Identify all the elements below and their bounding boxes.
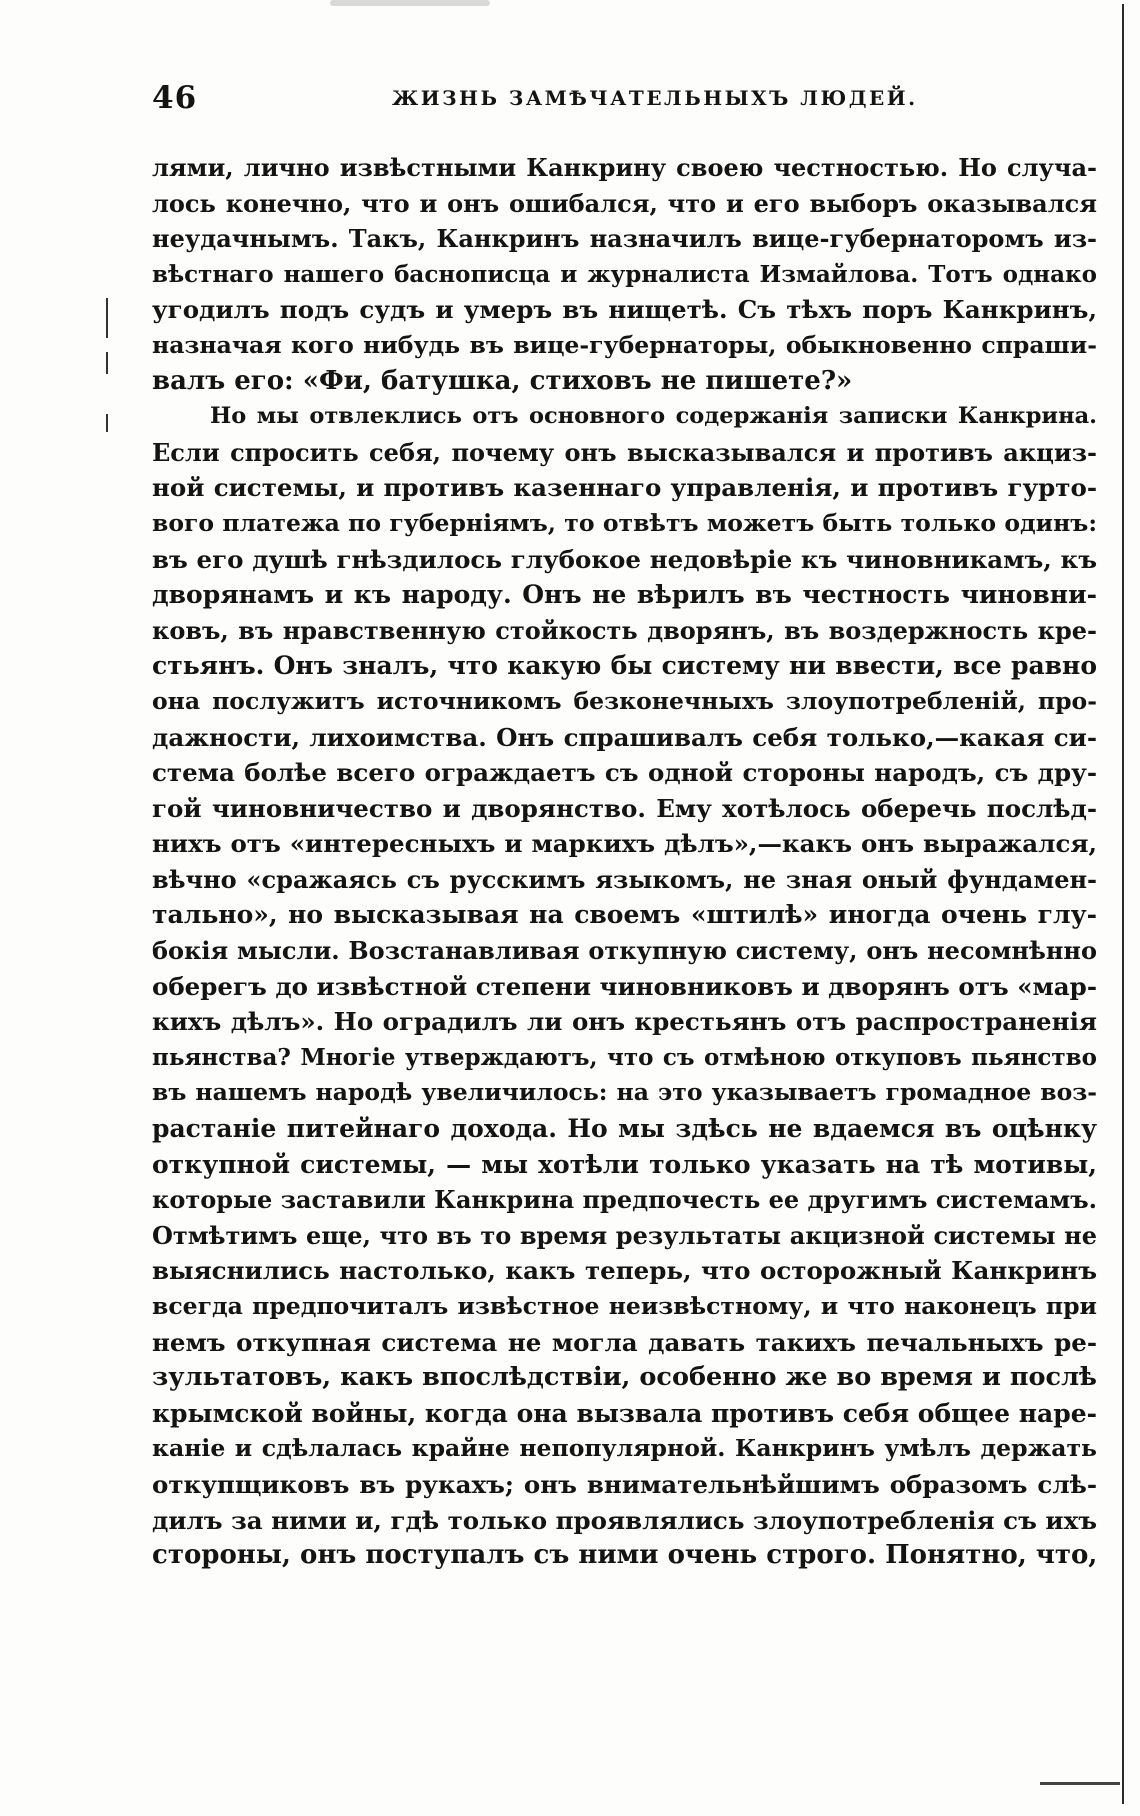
text-line: Если спросить себя, почему онъ высказывался и противъ акциз- xyxy=(152,437,1097,467)
text-line: немъ откупная система не могла давать такихъ печальныхъ ре- xyxy=(152,1327,1097,1357)
text-line: каніе и сдѣлалась крайне непопулярной. Канкринъ умѣлъ держать xyxy=(152,1434,1097,1463)
text-line: оберегъ до извѣстной степени чиновниковъ и дворянъ отъ «мар- xyxy=(152,971,1097,1001)
text-line: дажности, лихоимства. Онъ спрашивалъ себя только,—какая си- xyxy=(152,722,1097,752)
text-line: кихъ дѣлъ». Но оградилъ ли онъ крестьянъ отъ распространенія xyxy=(152,1007,1097,1037)
text-line: валъ его: «Фи, батушка, стиховъ не пишете?» xyxy=(152,365,853,396)
text-line: стьянъ. Онъ зналъ, что какую бы систему ни ввести, все равно xyxy=(152,651,1097,681)
text-line: всегда предпочиталъ извѣстное неизвѣстному, и что наконецъ при xyxy=(152,1292,1097,1320)
text-line: бокія мысли. Возстанавливая откупную систему, онъ несомнѣнно xyxy=(152,936,1097,966)
text-line: неудачнымъ. Такъ, Канкринъ назначилъ вице-губернаторомъ из- xyxy=(152,224,1097,254)
text-line: которые заставили Канкрина предпочесть ее другимъ системамъ. xyxy=(152,1185,1097,1215)
text-line: вѣстнаго нашего баснописца и журналиста Измайлова. Тотъ однако xyxy=(152,260,1097,288)
text-line: откупщиковъ въ рукахъ; онъ внимательнѣйшимъ образомъ слѣ- xyxy=(152,1469,1097,1499)
text-line: откупной системы, — мы хотѣли только указать на тѣ мотивы, xyxy=(152,1149,1097,1179)
text-line: угодилъ подъ судъ и умеръ въ нищетѣ. Съ тѣхъ поръ Канкринъ, xyxy=(152,295,1097,325)
text-line: выяснились настолько, какъ теперь, что осторожный Канкринъ xyxy=(152,1256,1097,1286)
margin-mark xyxy=(106,352,108,374)
scan-smudge-bottom xyxy=(1040,1782,1120,1785)
text-line: дворянамъ и къ народу. Онъ не вѣрилъ въ честность чиновни- xyxy=(152,580,1097,610)
text-line: растаніе питейнаго дохода. Но мы здѣсь не вдаемся въ оцѣнку xyxy=(152,1114,1097,1144)
page-edge-rule xyxy=(1122,4,1124,1804)
text-line: тально», но высказывая на своемъ «штилѣ» иногда очень глу- xyxy=(152,900,1097,930)
text-line: пьянства? Многіе утверждаютъ, что съ отмѣною откуповъ пьянство xyxy=(152,1043,1097,1071)
page-number: 46 xyxy=(152,80,198,116)
running-title: ЖИЗНЬ ЗАМѢЧАТЕЛЬНЫХЪ ЛЮДЕЙ. xyxy=(392,86,918,110)
text-line: лось конечно, что и онъ ошибался, что и его выборъ оказывался xyxy=(152,188,1097,218)
text-line: вого платежа по губерніямъ, то отвѣтъ можетъ быть только одинъ: xyxy=(152,508,1097,537)
text-line: крымской войны, когда она вызвала противъ себя общее наре- xyxy=(152,1398,1097,1428)
margin-mark xyxy=(106,414,108,432)
text-line: нихъ отъ «интересныхъ и маркихъ дѣлъ»,—какъ онъ выражался, xyxy=(152,829,1097,859)
text-line: вѣчно «сражаясь съ русскимъ языкомъ, не зная оный фундамен- xyxy=(152,864,1097,894)
text-line: въ нашемъ народѣ увеличилось: на это указываетъ громадное воз- xyxy=(152,1078,1097,1107)
text-line: стема болѣе всего ограждаетъ съ одной стороны народъ, съ дру- xyxy=(152,758,1097,788)
text-line: она послужитъ источникомъ безконечныхъ злоупотребленій, про- xyxy=(152,686,1097,715)
text-line: Отмѣтимъ еще, что въ то время результаты акцизной системы не xyxy=(152,1220,1097,1250)
margin-mark xyxy=(106,298,108,338)
text-line: зультатовъ, какъ впослѣдствіи, особенно же во время и послѣ xyxy=(152,1362,1097,1393)
scan-smudge-top xyxy=(330,0,490,6)
text-line: стороны, онъ поступалъ съ ними очень строго. Понятно, что, xyxy=(152,1540,1097,1571)
text-line: дилъ за ними и, гдѣ только проявлялись злоупотребленія съ ихъ xyxy=(152,1505,1097,1535)
text-line: гой чиновничество и дворянство. Ему хотѣлось оберечь послѣд- xyxy=(152,793,1097,823)
text-line: назначая кого нибудь въ вице-губернаторы, обыкновенно спраши- xyxy=(152,330,1097,359)
text-line: Но мы отвлеклись отъ основного содержанія записки Канкрина. xyxy=(210,403,1097,430)
text-body xyxy=(152,150,1097,1574)
text-line: ной системы, и противъ казеннаго управленія, и противъ гурто- xyxy=(152,473,1097,503)
text-line: ковъ, въ нравственную стойкость дворянъ, въ воздержность кре- xyxy=(152,615,1097,645)
text-line: въ его душѣ гнѣздилось глубокое недовѣріе къ чиновникамъ, къ xyxy=(152,544,1097,574)
text-line: лями, лично извѣстными Канкрину своею честностью. Но случа- xyxy=(152,153,1097,182)
page-header xyxy=(152,80,1097,124)
